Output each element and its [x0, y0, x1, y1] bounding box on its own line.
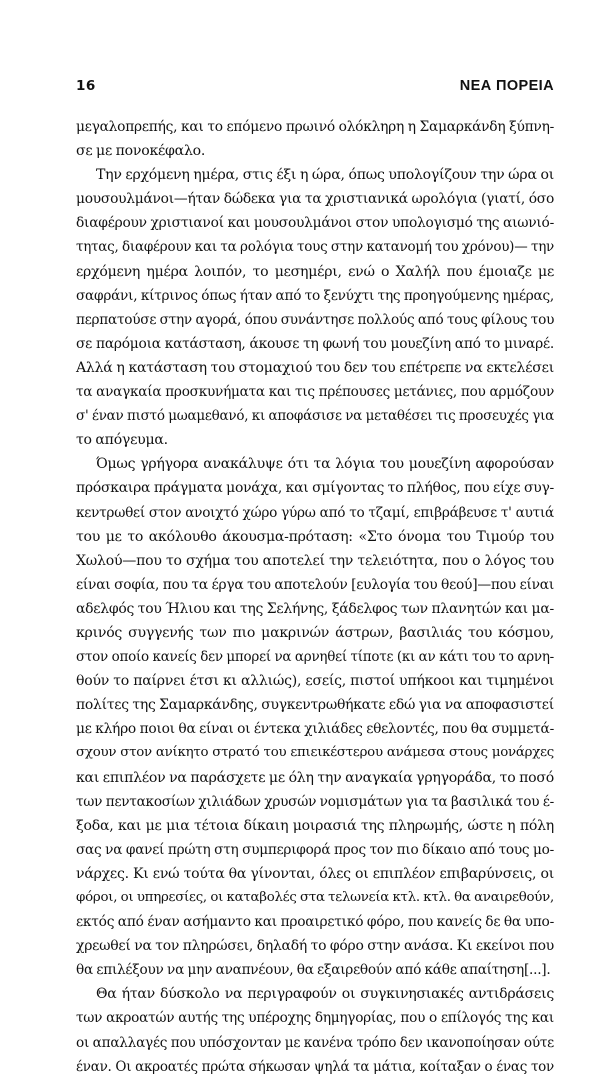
- text-line: σας να φανεί πρώτη στη συμπεριφορά προς τον πιο δίκαιο από τους μο-: [76, 841, 554, 858]
- text-line: πολίτες της Σαμαρκάνδης, συγκεντρωθήκατε εδώ για να αποφασιστεί: [76, 697, 554, 714]
- text-line: τητας, διαφέρουν και τα ρολόγια τους στην κατανομή του χρόνου)— την: [76, 239, 554, 256]
- text-line: των πεντακοσίων χιλιάδων χρυσών νομισμάτων για τα βασιλικά του έ-: [76, 793, 554, 810]
- text-line: ξοδα, και με μια τέτοια δίκαιη μοιρασιά της πληρωμής, ώστε η πόλη: [76, 817, 554, 834]
- text-line: πρόσκαιρα πράγματα μονάχα, και σμίγοντας το πλήθος, που είχε συγ-: [76, 480, 554, 497]
- text-line: Όμως γρήγορα ανακάλυψε ότι τα λόγια του μουεζίνη αφορούσαν: [96, 456, 554, 473]
- text-line: Χωλού—που το σχήμα του αποτελεί την τελειότητα, που ο λόγος του: [76, 552, 554, 569]
- text-line: οι απαλλαγές που υπόσχονταν με κανένα τρόπο δεν ικανοποίησαν ούτε: [76, 1034, 554, 1051]
- text-line: τα αναγκαία προσκυνήματα και τις πρέπουσες μετάνιες, που αρμόζουν: [76, 384, 554, 401]
- text-line: των ακροατών αυτής της υπέροχης δημηγορίας, που ο επίλογός της και: [76, 1010, 554, 1027]
- text-line: του με το ακόλουθο άκουσμα-πρόταση: «Στο όνομα του Τιμούρ του: [76, 528, 554, 545]
- text-line: και επιπλέον να παράσχετε με όλη την αναγκαία γρηγοράδα, το ποσό: [76, 769, 554, 786]
- text-line: μουσουλμάνοι—ήταν δώδεκα για τα χριστιανικά ωρολόγια (γιατί, όσο: [76, 191, 554, 208]
- text-line: σε με πονοκέφαλο.: [76, 143, 206, 160]
- text-line: έναν. Οι ακροατές πρώτα σήκωσαν ψηλά τα μάτια, κοίταξαν ο ένας τον: [76, 1058, 554, 1075]
- text-line: κεντρωθεί στον ανοιχτό χώρο γύρω από το τζαμί, επιβράβευσε τ' αυτιά: [76, 504, 554, 521]
- text-line: είναι σοφία, που τα έργα του αποτελούν [ευλογία του θεού]—που είναι: [76, 576, 554, 593]
- text-line: ερχόμενη ημέρα λοιπόν, το μεσημέρι, ενώ ο Χαλήλ που έμοιαζε με: [76, 263, 554, 280]
- text-line: διαφέρουν χριστιανοί και μουσουλμάνοι στον υπολογισμό της αιωνιό-: [76, 215, 554, 232]
- text-line: θα επιλέξουν να μην αναπνέουν, θα εξαιρεθούν από κάθε απαίτηση[...].: [76, 962, 551, 979]
- page-number: 16: [76, 78, 96, 94]
- text-line: σαφράνι, κίτρινος όπως ήταν από το ξενύχτι της προηγούμενης ημέρας,: [76, 287, 554, 304]
- text-line: περπατούσε στην αγορά, όπου συνάντησε πολλούς από τους φίλους του: [76, 311, 555, 328]
- text-line: σε παρόμοια κατάσταση, άκουσε τη φωνή του μουεζίνη από το μιναρέ.: [76, 335, 554, 352]
- text-line: νάρχες. Κι ενώ τούτα θα γίνονται, όλες οι επιπλέον επιβαρύνσεις, οι: [76, 865, 554, 882]
- text-line: σ' έναν πιστό μωαμεθανό, κι αποφάσισε να μεταθέσει τις προσευχές για: [76, 408, 554, 425]
- text-line: εκτός από έναν ασήμαντο και προαιρετικό φόρο, που κανείς δε θα υπο-: [76, 914, 554, 931]
- text-line: Θα ήταν δύσκολο να περιγραφούν οι συγκινησιακές αντιδράσεις: [96, 986, 554, 1003]
- page-header: [76, 78, 554, 100]
- text-line: με κλήρο ποιοι θα είναι οι έντεκα χιλιάδες εθελοντές, που θα συμμετά-: [76, 721, 554, 738]
- text-line: στον οποίο κανείς δεν μπορεί να αρνηθεί τίποτε (κι αν κάτι του το αρνη-: [76, 649, 554, 666]
- text-line: σχουν στον ανίκητο στρατό του επιεικέστερου ανάμεσα στους μονάρχες: [76, 745, 554, 761]
- text-line: χρεωθεί να τον πληρώσει, δηλαδή το φόρο στην ανάσα. Κι εκείνοι που: [76, 938, 554, 955]
- text-line: το απόγευμα.: [76, 432, 168, 449]
- text-line: Αλλά η κατάσταση του στομαχιού του δεν του επέτρεπε να εκτελέσει: [76, 359, 554, 376]
- body-text: [76, 115, 554, 1079]
- text-line: φόροι, οι υπηρεσίες, οι καταβολές στα τελωνεία κτλ. κτλ. θα αναιρεθούν,: [76, 890, 554, 905]
- text-line: αδελφός του Ήλιου και της Σελήνης, ξάδελφος των πλανητών και μα-: [76, 600, 554, 617]
- text-line: μεγαλοπρεπής, και το επόμενο πρωινό ολόκληρη η Σαμαρκάνδη ξύπνη-: [76, 119, 554, 135]
- running-head: ΝΕΑ ΠΟΡΕΙΑ: [459, 78, 554, 94]
- text-line: κρινός συγγενής των πιο μακρινών άστρων, βασιλιάς του κόσμου,: [76, 624, 554, 641]
- text-line: θούν το παίρνει έτσι κι αλλιώς), εσείς, πιστοί υπήκοοι και τιμημένοι: [76, 673, 554, 690]
- text-line: Την ερχόμενη ημέρα, στις έξι η ώρα, όπως υπολογίζουν την ώρα οι: [96, 167, 554, 184]
